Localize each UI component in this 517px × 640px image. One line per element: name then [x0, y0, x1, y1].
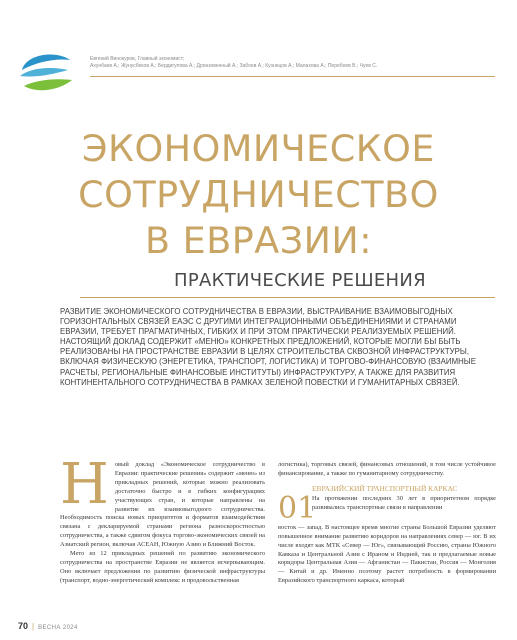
section-title: ЕВРАЗИЙСКИЙ ТРАНСПОРТНЫЙ КАРКАС: [312, 483, 458, 493]
body-column-left: [60, 452, 265, 586]
authors-lead: Евгений Винокуров, Главный экономист;: [90, 56, 185, 62]
organization-logo: [16, 50, 74, 96]
drop-cap: Н: [60, 452, 109, 517]
section-block-01: [278, 485, 496, 524]
section-number: 01: [278, 490, 317, 526]
divider: [90, 76, 495, 77]
section-intro-text: На протяжении последних 30 лет в приоритетном порядке развивались транспортные связи в направлении: [312, 495, 496, 512]
paragraph-intro-text: овый доклад «Экономическое сотрудничество в Евразии: практические решения» содержит «меню» из прикладных решений, которые можно реализовать достаточно быстро и в гибких конфигурациях участвующих стран, и которые направлены на развитие их взаимовыгодного сотрудничества. Необходимость поиска новых приоритетов и форматов взаимодействия связана с декларируемой странами региона разноскоростностью сотрудничества, а также сдвигом фокуса торгово-экономических связей на Азиатский регион, включая АСЕАН, Южную Азию и Ближний Восток.: [60, 461, 265, 549]
footer-separator: |: [32, 622, 35, 631]
lead-paragraph: РАЗВИТИЕ ЭКОНОМИЧЕСКОГО СОТРУДНИЧЕСТВА В ЕВРАЗИИ, ВЫСТРАИВАНИЕ ВЗАИМОВЫГОДНЫХ ГОРИЗОНТАЛЬНЫХ СВЯЗЕЙ ЕАЭС С ДРУГИМИ ИНТЕГРАЦИОННЫМИ ОБЪЕДИНЕНИЯМИ И СТРАНАМИ ЕВРАЗИИ, ТРЕБУЕТ ПРАГМАТИЧНЫХ, ГИБКИХ И ПРИ ЭТОМ ПРАКТИЧЕСКИ РЕАЛИЗУЕМЫХ РЕШЕНИЙ. НАСТОЯЩИЙ ДОКЛАД СОДЕРЖИТ «МЕНЮ» КОНКРЕТНЫХ ПРЕДЛОЖЕНИЙ, КОТОРЫЕ МОГЛИ БЫ БЫТЬ РЕАЛИЗОВАНЫ НА ПРОСТРАНСТВЕ ЕВРАЗИИ В ЦЕЛЯХ СТРОИТЕЛЬСТВА СКВОЗНОЙ ИНФРАСТРУКТУРЫ, ВКЛЮЧАЯ ФИЗИЧЕСКУЮ (ЭНЕРГЕТИКА, ТРАНСПОРТ, ЛОГИСТИКА) И ТОРГОВО-ФИНАНСОВУЮ (ВЗАИМНЫЕ РАСЧЕТЫ, РЕГИОНАЛЬНЫЕ ФИНАНСОВЫЕ ИНСТИТУТЫ) ИНФРАСТРУКТУРУ, А ТАКЖЕ ДЛЯ РАЗВИТИЯ КОНТИНЕНТАЛЬНОГО СОТРУДНИЧЕСТВА В РАМКАХ ЗЕЛЕНОЙ ПОВЕСТКИ И ГУМАНИТАРНЫХ СВЯЗЕЙ.: [60, 307, 477, 387]
body-column-right: [278, 461, 496, 586]
title-line-1: ЭКОНОМИЧЕСКОЕ: [82, 127, 435, 170]
authors-block: [90, 56, 500, 70]
page-number: 70: [18, 621, 29, 631]
paragraph-intro: [60, 452, 265, 550]
authors-list: Ахунбаев А.; Жунусбеков А.; Бердигулова А.; Дронзовенный А.; Забоев А.; Кузнецов А.; Малахова А.; Перебоев В.; Чуев С.: [90, 63, 378, 69]
section-paragraph: восток — запад. В настоящее время многие страны Большой Евразии уделяют повышенное внимание развитию коридоров на направлениях север — юг. В их числе входят как МТК «Север — Юг», связывающий Россию, страны Южного Кавказа и Центральной Азии с Ираном и Индией, так и предлагаемые новые коридоры Центральная Азия — Афганистан — Пакистан, Россия — Монголия — Китай и др. Именно поэтому растет потребность в формировании Евразийского транспортного каркаса, который: [278, 523, 496, 585]
title-line-2: СОТРУДНИЧЕСТВО: [78, 173, 439, 216]
article-title: [0, 126, 517, 264]
issue-label: ВЕСНА 2024: [38, 625, 78, 631]
article-subtitle: ПРАКТИЧЕСКИЕ РЕШЕНИЯ: [174, 270, 426, 291]
paragraph-continued: логистика), торговых связей, финансовых отношений, в том числе устойчивое финансирование, а также по гуманитарному сотрудничеству.: [278, 461, 496, 477]
section-intro: [312, 485, 496, 513]
paragraph-menu: Мето из 12 прикладных решений по развитию экономического сотрудничества на пространстве Евразии не является исчерпывающим. Оно включает предложения по развитию физической инфраструктуры (транспорт, водно-энергетический комплекс и продовольственная: [60, 550, 265, 584]
subtitle-divider: [80, 297, 495, 298]
title-line-3: В ЕВРАЗИИ:: [144, 219, 373, 262]
page-footer: [18, 616, 78, 634]
